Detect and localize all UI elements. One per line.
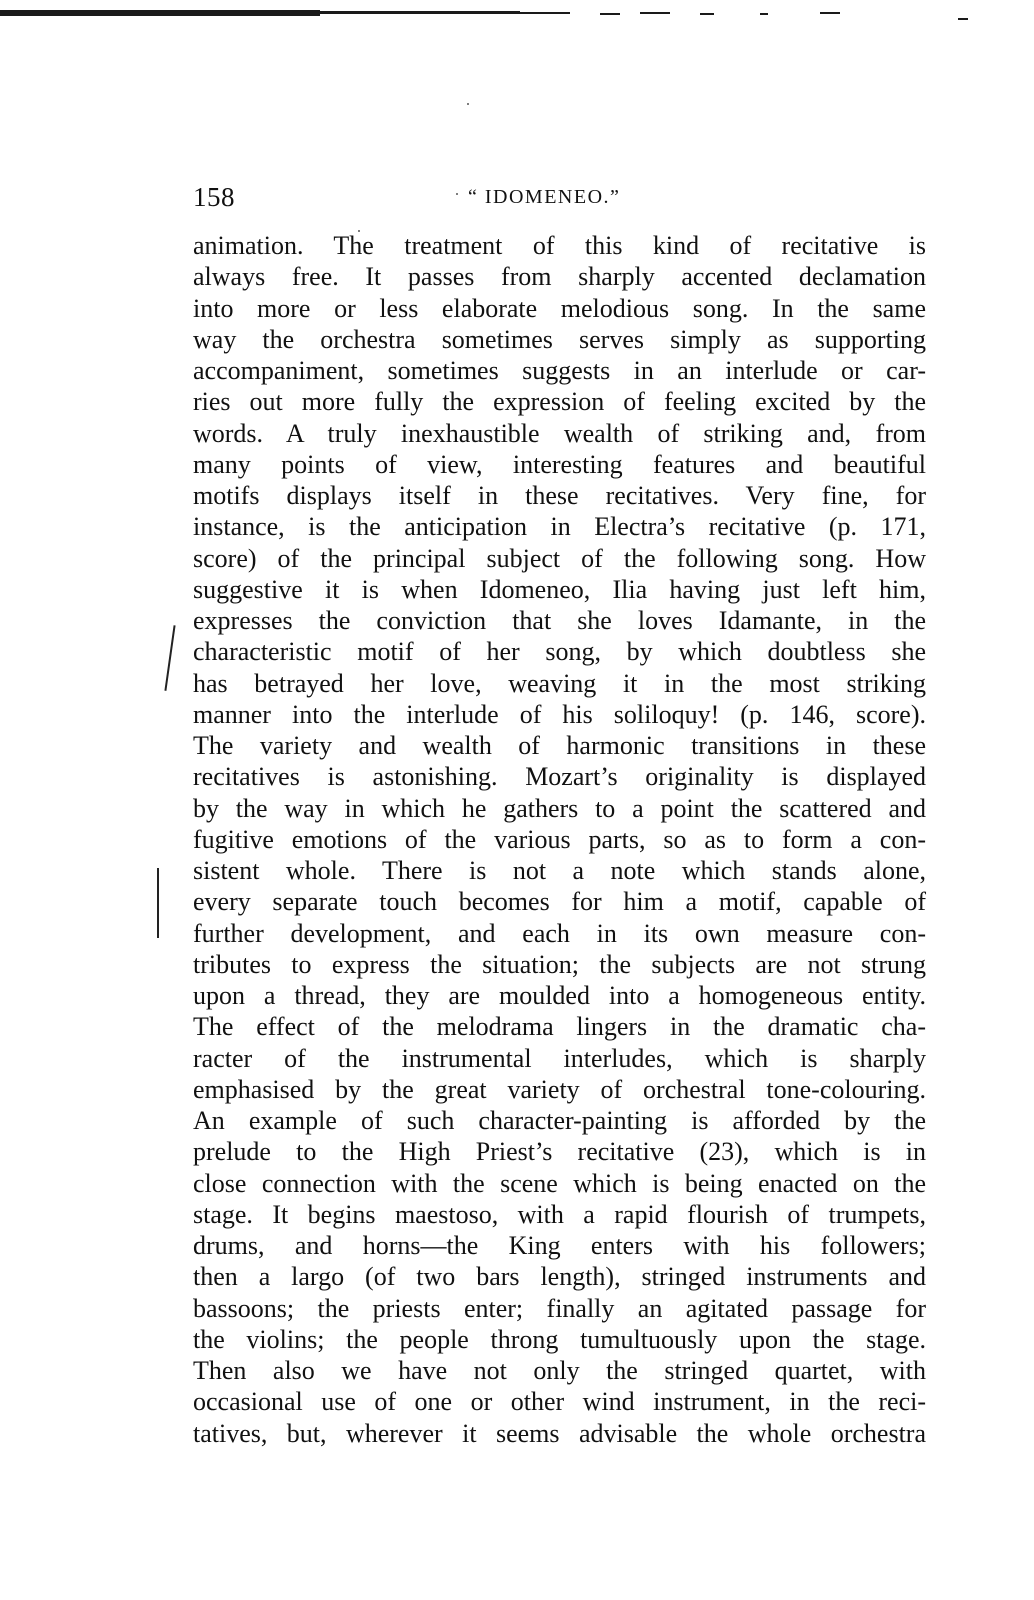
text-line: way the orchestra sometimes serves simply as supporting [193,324,926,354]
text-line: suggestive it is when Idomeneo, Ilia having just left him, [193,574,926,604]
text-line: fugitive emotions of the various parts, so as to form a con- [193,824,926,854]
text-line: Then also we have not only the stringed quartet, with [193,1356,926,1385]
text-line: characteristic motif of her song, by which doubtless she [193,637,926,667]
text-line: has betrayed her love, weaving it in the most striking [193,668,926,698]
text-line: stage. It begins maestoso, with a rapid flourish of trumpets, [193,1199,926,1229]
text-line: sistent whole. There is not a note which stands alone, [193,856,926,885]
text-line: racter of the instrumental interludes, which is sharply [193,1043,926,1073]
text-line: emphasised by the great variety of orchestral tone-colouring. [193,1074,926,1104]
text-line: motifs displays itself in these recitatives. Very fine, for [193,481,926,510]
text-line: animation. The treatment of this kind of recitative is [193,231,926,260]
text-line: drums, and horns—the King enters with his followers; [193,1231,926,1260]
text-line: The effect of the melodrama lingers in the dramatic cha- [193,1012,926,1042]
text-line: words. A truly inexhaustible wealth of striking and, from [193,418,926,448]
scan-edge-artifact [0,6,1034,26]
text-line: tatives, but, wherever it seems advisable the whole orchestra [193,1418,926,1448]
margin-annotation-mark [164,625,175,691]
text-line: An example of such character-painting is afforded by the [193,1106,926,1135]
text-line: expresses the conviction that she loves Idamante, in the [193,606,926,635]
text-line: prelude to the High Priest’s recitative (23), which is in [193,1137,926,1167]
body-text [193,230,926,1449]
text-line: into more or less elaborate melodious song. In the same [193,293,926,323]
text-line: further development, and each in its own measure con- [193,918,926,948]
running-head: “ IDOMENEO.” [468,186,621,208]
text-line: many points of view, interesting features and beautiful [193,449,926,479]
text-line: occasional use of one or other wind instrument, in the reci- [193,1387,926,1417]
page-number: 158 [193,182,235,212]
margin-annotation-mark [157,868,159,938]
text-line: recitatives is astonishing. Mozart’s originality is displayed [193,762,926,792]
text-line: close connection with the scene which is being enacted on the [193,1168,926,1198]
text-line: the violins; the people throng tumultuously upon the stage. [193,1324,926,1354]
text-line: always free. It passes from sharply accented declamation [193,262,926,292]
page-header [193,182,925,218]
text-line: by the way in which he gathers to a point the scattered and [193,793,926,823]
text-line: ries out more fully the expression of feeling excited by the [193,387,926,417]
text-line: every separate touch becomes for him a motif, capable of [193,887,926,917]
scan-speck [467,103,469,105]
text-line: accompaniment, sometimes suggests in an interlude or car- [193,356,926,385]
text-line: The variety and wealth of harmonic transitions in these [193,731,926,760]
text-line: tributes to express the situation; the subjects are not strung [193,949,926,979]
text-line: instance, is the anticipation in Electra’s recitative (p. 171, [193,512,926,542]
text-line: upon a thread, they are moulded into a homogeneous entity. [193,981,926,1010]
text-line: then a largo (of two bars length), stringed instruments and [193,1262,926,1292]
text-line: manner into the interlude of his soliloquy! (p. 146, score). [193,699,926,729]
text-line: score) of the principal subject of the following song. How [193,543,926,573]
text-line: bassoons; the priests enter; finally an agitated passage for [193,1293,926,1323]
